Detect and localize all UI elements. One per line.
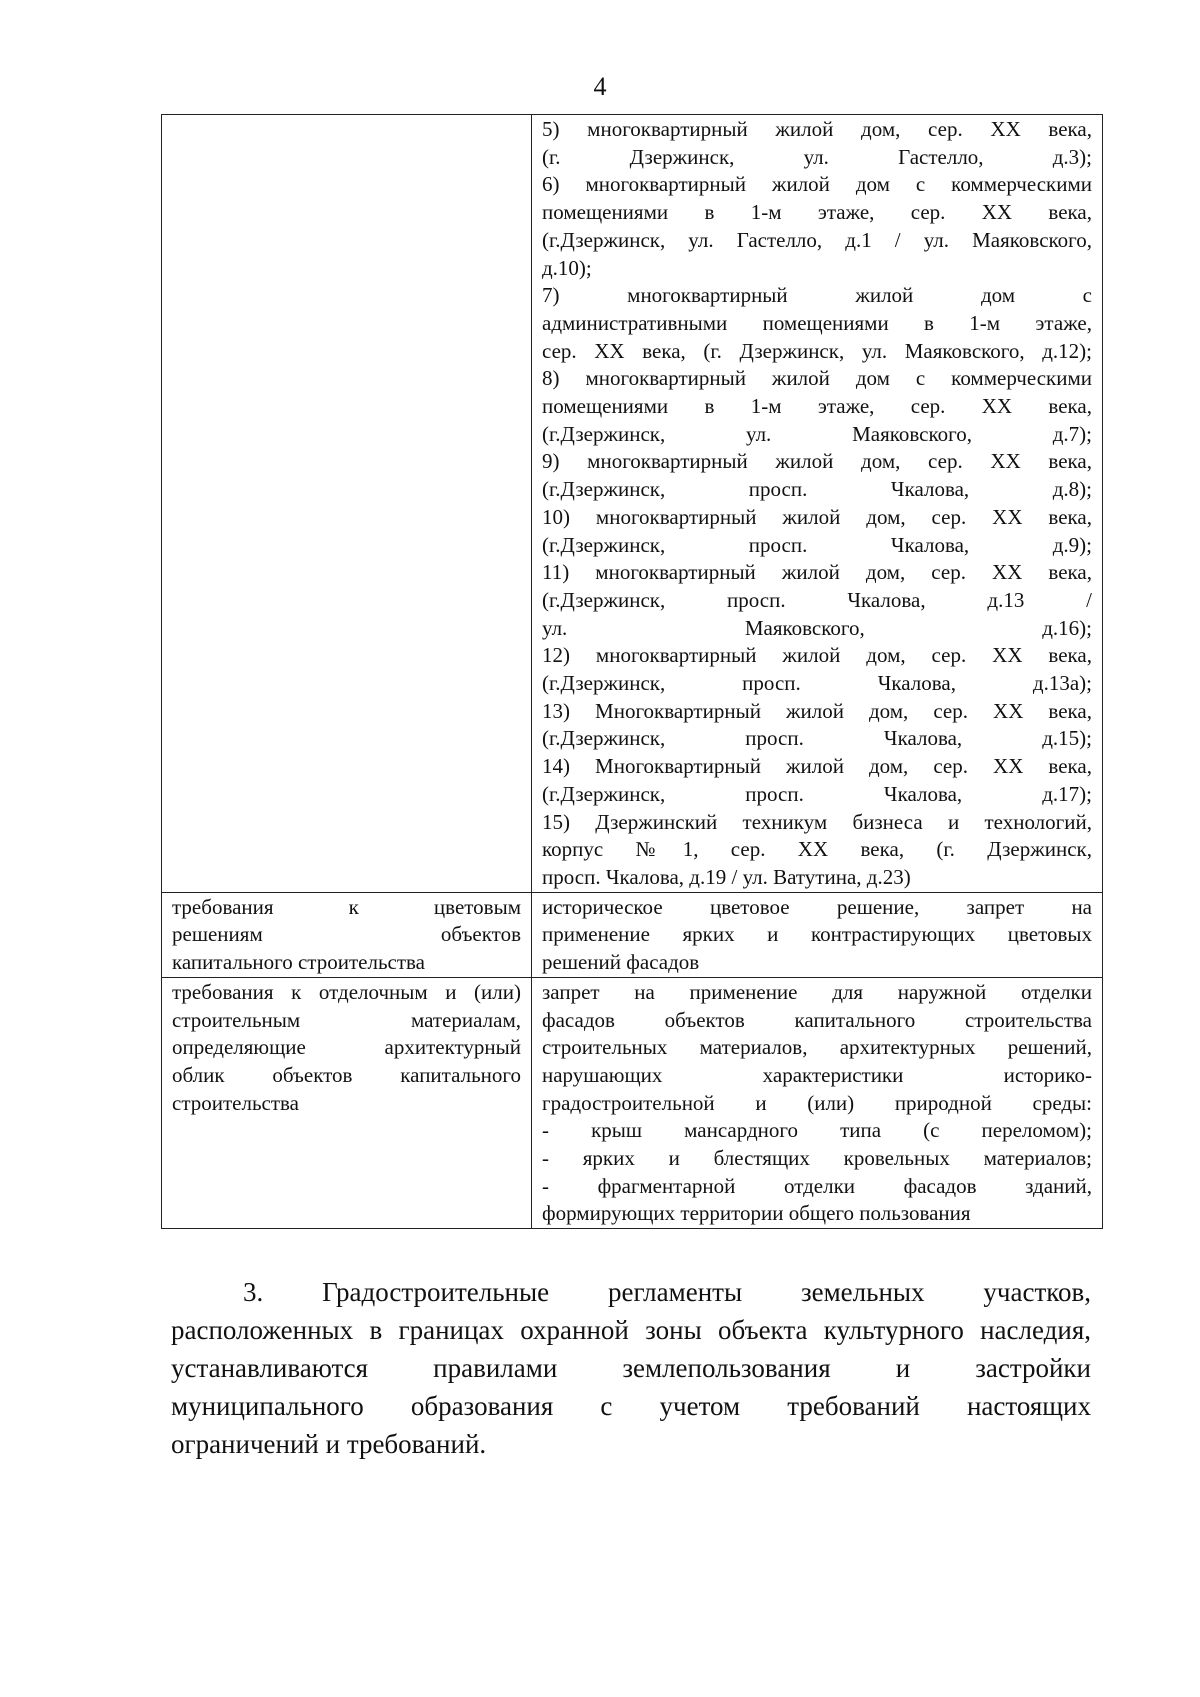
text-line: фасадов объектов капитального строительства <box>542 1007 1092 1032</box>
text-line: запрет на применение для наружной отделки <box>542 979 1092 1004</box>
text-line: капитального строительства <box>172 950 425 975</box>
text-line: (г.Дзержинск, ул. Маяковского, д.7); <box>542 421 1092 446</box>
text-line: ул. Маяковского, д.16); <box>542 615 1092 640</box>
page-number: 4 <box>593 72 607 101</box>
text-line: - крыш мансардного типа (с переломом); <box>542 1118 1092 1143</box>
text-line: нарушающих характеристики историко- <box>542 1062 1092 1087</box>
text-line: помещениями в 1-м этаже, сер. XX века, <box>542 394 1092 419</box>
table-row <box>162 977 1103 1228</box>
text-line: (г.Дзержинск, просп. Чкалова, д.15); <box>542 726 1092 751</box>
text-line: определяющие архитектурный <box>172 1035 521 1060</box>
text-line: 14) Многоквартирный жилой дом, сер. XX века, <box>542 754 1092 779</box>
text-line: 13) Многоквартирный жилой дом, сер. XX века, <box>542 698 1092 723</box>
table-cell-requirement <box>162 892 532 977</box>
text-line: требования к цветовым <box>172 894 521 919</box>
table-cell-value <box>532 892 1103 977</box>
text-line: (г.Дзержинск, просп. Чкалова, д.13 / <box>542 587 1092 612</box>
text-line: 6) многоквартирный жилой дом с коммерческими <box>542 172 1092 197</box>
table-row <box>162 115 1103 893</box>
text-line: (г.Дзержинск, просп. Чкалова, д.9); <box>542 532 1092 557</box>
text-line: решений фасадов <box>542 950 700 975</box>
text-line: расположенных в границах охранной зоны объекта культурного наследия, <box>171 1315 1091 1345</box>
text-line: сер. XX века, (г. Дзержинск, ул. Маяковского, д.12); <box>542 338 1092 363</box>
text-line: историческое цветовое решение, запрет на <box>542 894 1092 919</box>
text-line: 9) многоквартирный жилой дом, сер. XX века, <box>542 449 1092 474</box>
text-line: (г.Дзержинск, просп. Чкалова, д.13а); <box>542 671 1092 696</box>
text-line: (г.Дзержинск, просп. Чкалова, д.17); <box>542 781 1092 806</box>
text-line: помещениями в 1-м этаже, сер. XX века, <box>542 200 1092 225</box>
text-line: 11) многоквартирный жилой дом, сер. XX века, <box>542 560 1092 585</box>
text-line: административными помещениями в 1-м этаже, <box>542 310 1092 335</box>
text-line: формирующих территории общего пользования <box>542 1201 971 1226</box>
text-line: - ярких и блестящих кровельных материалов; <box>542 1146 1092 1171</box>
text-line: 8) многоквартирный жилой дом с коммерческими <box>542 366 1092 391</box>
text-line: строительным материалам, <box>172 1007 521 1032</box>
text-line: (г.Дзержинск, ул. Гастелло, д.1 / ул. Маяковского, <box>542 227 1092 252</box>
text-line: применение ярких и контрастирующих цветовых <box>542 922 1092 947</box>
text-line: строительства <box>172 1090 300 1115</box>
text-line: устанавливаются правилами землепользования и застройки <box>171 1353 1091 1383</box>
body-paragraph <box>171 1273 1091 1463</box>
table-row <box>162 892 1103 977</box>
text-line: просп. Чкалова, д.19 / ул. Ватутина, д.23) <box>542 864 911 889</box>
text-line: требования к отделочным и (или) <box>172 979 521 1004</box>
text-line: корпус №1, сер. XX века, (г. Дзержинск, <box>542 837 1092 862</box>
text-line: 15) Дзержинский техникум бизнеса и технологий, <box>542 809 1092 834</box>
text-line: (г. Дзержинск, ул. Гастелло, д.3); <box>542 144 1092 169</box>
text-line: д.10); <box>542 255 592 280</box>
text-line: градостроительной и (или) природной среды: <box>542 1090 1092 1115</box>
text-line: - фрагментарной отделки фасадов зданий, <box>542 1173 1092 1198</box>
table-cell-requirement <box>162 977 532 1228</box>
text-line: ограничений и требований. <box>171 1429 487 1459</box>
text-line: 5) многоквартирный жилой дом, сер. XX века, <box>542 117 1092 141</box>
text-line: (г.Дзержинск, просп. Чкалова, д.8); <box>542 477 1092 502</box>
table-cell-value <box>532 977 1103 1228</box>
table-cell-requirement <box>162 115 532 893</box>
text-line: 12) многоквартирный жилой дом, сер. XX века, <box>542 643 1092 668</box>
text-line: 3. Градостроительные регламенты земельных участков, <box>243 1277 1091 1307</box>
text-line: строительных материалов, архитектурных решений, <box>542 1035 1092 1060</box>
regulations-table <box>161 114 1103 1229</box>
text-line: 7) многоквартирный жилой дом с <box>542 283 1092 308</box>
text-line: решениям объектов <box>172 922 521 947</box>
text-line: облик объектов капитального <box>172 1062 521 1087</box>
table-cell-value <box>532 115 1103 893</box>
text-line: муниципального образования с учетом требований настоящих <box>171 1391 1091 1421</box>
text-line: 10) многоквартирный жилой дом, сер. XX века, <box>542 504 1092 529</box>
